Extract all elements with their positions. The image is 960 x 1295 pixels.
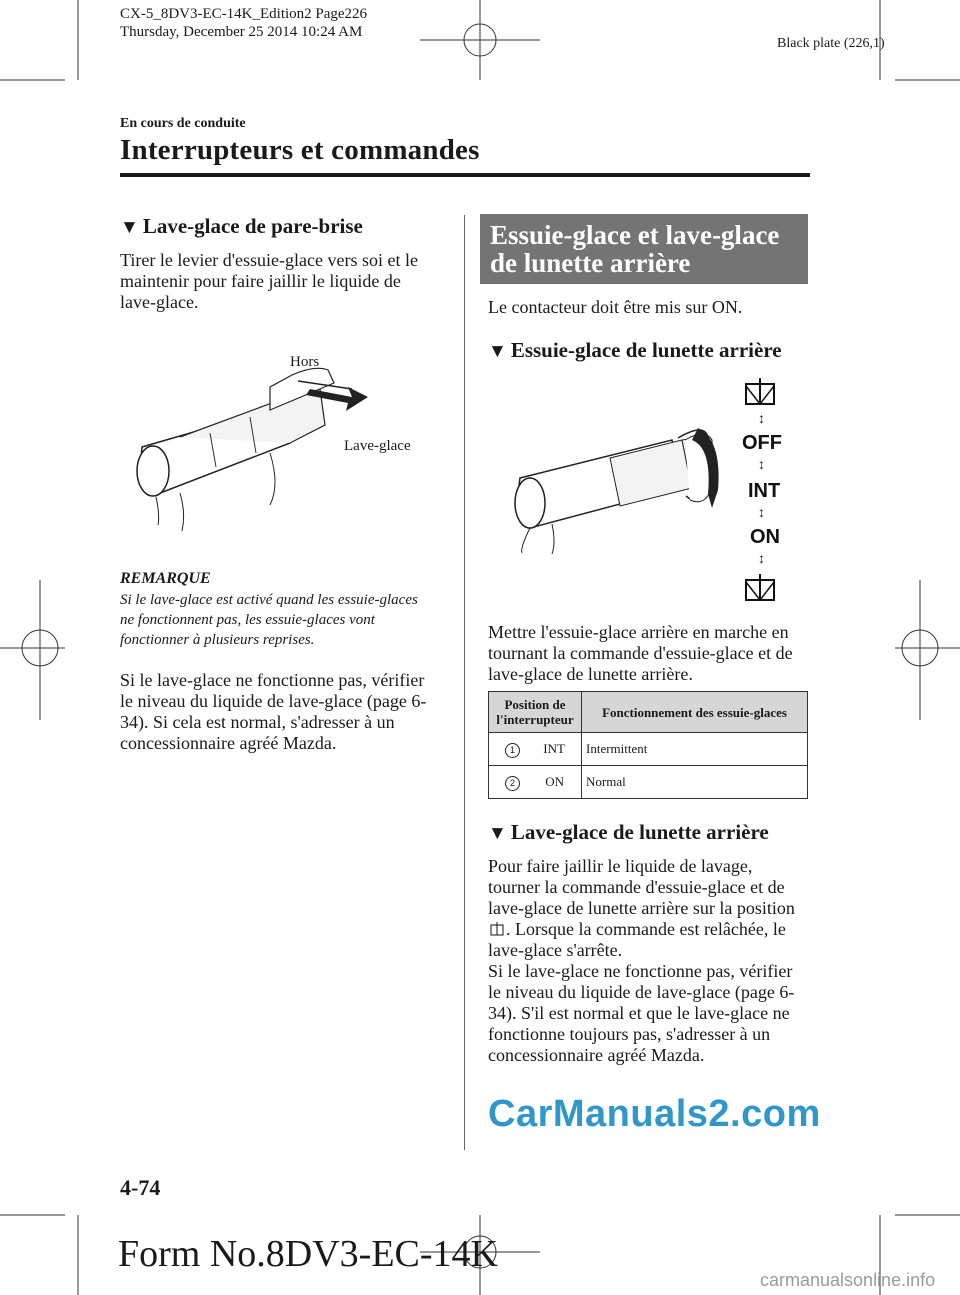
page-title: Interrupteurs et commandes	[120, 134, 480, 166]
washer-symbol-icon	[740, 378, 780, 408]
position-on: ON	[750, 526, 780, 548]
table-cell-operation: Intermittent	[582, 733, 808, 766]
table-header-position: Position de l'interrupteur	[489, 692, 582, 733]
position-int: INT	[748, 480, 781, 502]
heading-windshield-washer: ▼ Lave-glace de pare-brise	[120, 214, 363, 238]
heading-rear-washer: ▼ Lave-glace de lunette arrière	[488, 820, 769, 844]
circled-number-1: 1	[505, 743, 520, 758]
wiper-lever-figure	[120, 345, 440, 540]
heading-rear-wiper: ▼ Essuie-glace de lunette arrière	[488, 338, 782, 362]
title-rule	[120, 173, 810, 177]
column-divider	[464, 215, 465, 1150]
figure-label-lave-glace: Lave-glace	[344, 438, 411, 454]
remark-title: REMARQUE	[120, 570, 211, 587]
position-off: OFF	[742, 432, 782, 454]
switch-position-table	[488, 691, 808, 799]
form-number: Form No.8DV3-EC-14K	[118, 1233, 498, 1275]
table-cell-position: INT	[543, 740, 565, 756]
closing-text: Si le lave-glace ne fonctionne pas, vérifier le niveau du liquide de lave-glace (page 6-34). Si cela est normal, s'adresser à un concessionnaire agréé Mazda.	[120, 670, 427, 753]
section-label: En cours de conduite	[120, 116, 246, 131]
triangle-bullet-icon: ▼	[488, 823, 507, 844]
arrow-updown-icon: ↕	[758, 506, 765, 521]
table-row	[489, 733, 808, 766]
contact-text: Le contacteur doit être mis sur ON.	[488, 297, 743, 317]
arrow-updown-icon: ↕	[758, 412, 765, 427]
circled-number-2: 2	[505, 776, 520, 791]
intro-text: Tirer le levier d'essuie-glace vers soi et le maintenir pour faire jaillir le liquide de lave-glace.	[120, 250, 418, 312]
figure-label-hors: Hors	[290, 354, 320, 370]
remark-text: Si le lave-glace est activé quand les essuie-glaces ne fonctionnent pas, les essuie-glaces vont fonctionner à plusieurs reprises.	[120, 592, 418, 648]
file-line: CX-5_8DV3-EC-14K_Edition2 Page226	[120, 6, 368, 22]
box-title-line-2: de lunette arrière	[490, 248, 691, 278]
triangle-bullet-icon: ▼	[120, 217, 139, 238]
table-header-operation: Fonctionnement des essuie-glaces	[582, 692, 808, 733]
arrow-updown-icon: ↕	[758, 458, 765, 473]
watermark-site: carmanualsonline.info	[760, 1270, 936, 1290]
plate-label: Black plate (226,1)	[777, 36, 885, 51]
watermark-logo: CarManuals2.com	[488, 1093, 821, 1135]
date-line: Thursday, December 25 2014 10:24 AM	[120, 24, 363, 40]
table-cell-position: ON	[545, 773, 565, 789]
table-cell-operation: Normal	[582, 766, 808, 799]
washer-symbol-icon	[740, 574, 780, 604]
rear-wiper-figure	[500, 378, 800, 606]
washer-symbol-icon	[488, 922, 506, 937]
box-title-line-1: Essuie-glace et lave-glace	[490, 220, 780, 250]
table-header-row	[489, 692, 808, 733]
lever-drawing	[120, 345, 440, 540]
subsection-title-box	[480, 214, 808, 284]
table-row	[489, 766, 808, 799]
triangle-bullet-icon: ▼	[488, 341, 507, 362]
rear-washer-text: Pour faire jaillir le liquide de lavage, tourner la commande d'essuie-glace et de lave-glace de lunette arrière sur la position . Lorsque la commande est relâchée, le lave-glace s'arrête. Si le lave-glace ne fonctionne pas, vérifier le niveau du liquide de lave-glace (page 6-34). S'il est normal et que le lave-glace ne fonctionne toujours pas, s'adresser à un concessionnaire agréé Mazda.	[488, 856, 795, 1065]
arrow-updown-icon: ↕	[758, 552, 765, 567]
page-number: 4-74	[120, 1175, 161, 1200]
rear-wiper-description: Mettre l'essuie-glace arrière en marche en tournant la commande d'essuie-glace et de lave-glace de lunette arrière.	[488, 622, 793, 684]
